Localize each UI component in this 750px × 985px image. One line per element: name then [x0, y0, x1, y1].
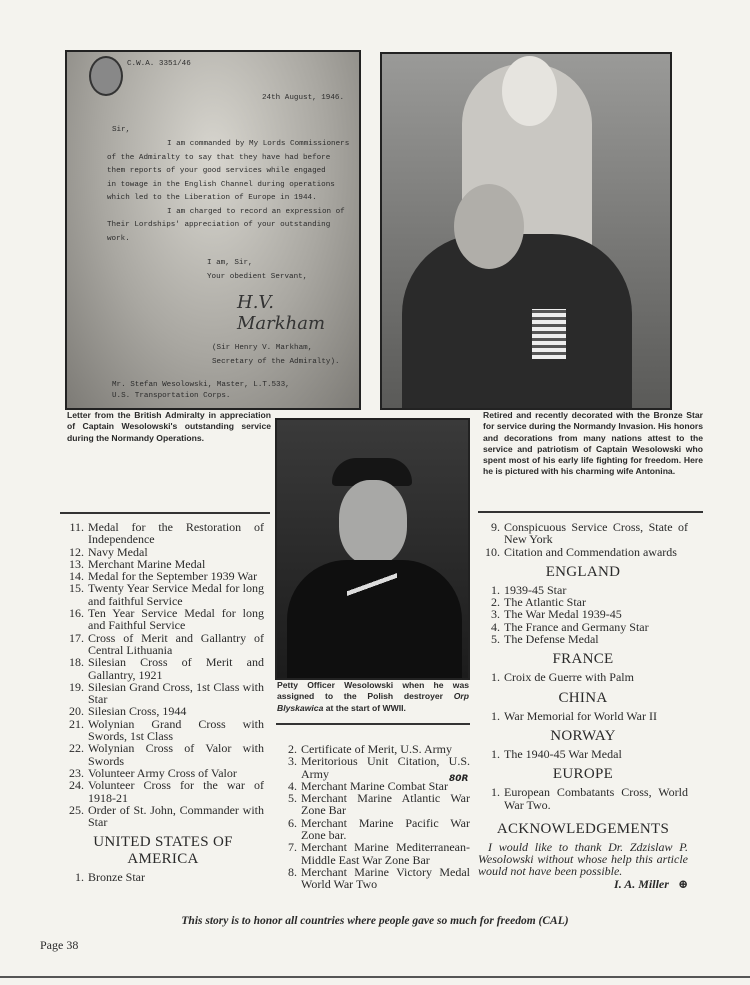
letter-line: I am commanded by My Lords Commissioners — [167, 140, 350, 148]
country-heading: NORWAY — [550, 727, 616, 744]
item-number: 21. — [69, 716, 84, 731]
item-number: 1. — [491, 746, 500, 761]
item-text: Merchant Marine Mediterranean-Middle East War Zone Bar — [301, 840, 470, 867]
item-text: Ten Year Service Medal for long and Faithful Service — [88, 606, 264, 633]
item-number: 6. — [288, 815, 297, 830]
list-item — [478, 521, 688, 546]
item-number: 8. — [288, 864, 297, 879]
item-number: 12. — [69, 544, 84, 559]
item-number: 2. — [288, 742, 297, 756]
letter-signatory — [212, 342, 340, 369]
acknowledgements-heading: ACKNOWLEDGEMENTS — [496, 820, 670, 837]
item-number: 19. — [69, 679, 84, 694]
item-text: Merchant Marine Combat Star — [301, 778, 448, 793]
letter-line: Their Lordships' appreciation of your outstanding — [107, 221, 331, 229]
page-edge — [0, 976, 750, 978]
letter-salutation: Sir, — [112, 126, 131, 134]
petty-officer-photo — [275, 418, 470, 680]
item-number: 1. — [491, 785, 500, 800]
item-text: Meritorious Unit Citation, U.S. Army — [301, 754, 470, 781]
item-text: The War Medal 1939-45 — [504, 607, 622, 622]
sailor-caption-text: Petty Officer Wesolowski when he was assigned to the Polish destroyer — [277, 680, 469, 702]
letter-signature: H.V. Markham — [237, 292, 326, 334]
captain-and-wife-photo — [380, 52, 672, 410]
item-number: 18. — [69, 655, 84, 670]
divider — [60, 512, 270, 514]
item-text: Twenty Year Service Medal for long and faithful Service — [88, 581, 264, 608]
list-item — [62, 871, 264, 883]
item-number: 17. — [69, 630, 84, 645]
item-text: Silesian Cross of Merit and Gallantry, 1921 — [88, 655, 264, 682]
letter-line: Mr. Stefan Wesolowski, Master, L.T.533, — [112, 381, 290, 389]
item-text: Merchant Marine Victory Medal World War Two — [301, 864, 470, 892]
list-item — [478, 748, 688, 760]
list-item — [478, 710, 688, 722]
item-number: 5. — [491, 632, 500, 647]
dedication-line: This story is to honor all countries where people gave so much for freedom (CAL) — [181, 915, 569, 927]
list-item — [62, 582, 264, 607]
list-item — [62, 681, 264, 706]
letter-line: them reports of your good services while engaged — [107, 167, 326, 175]
item-text: Bronze Star — [88, 870, 145, 885]
item-text: Certificate of Merit, U.S. Army — [301, 742, 452, 756]
list-item — [62, 804, 264, 829]
item-text: Cross of Merit and Gallantry of Central Lithuania — [88, 630, 264, 657]
end-mark-icon: ⊕ — [677, 876, 688, 891]
letter-line: in towage in the English Channel during operations — [107, 180, 335, 189]
item-text: The 1940-45 War Medal — [504, 746, 622, 761]
list-item — [478, 633, 688, 645]
list-item — [478, 608, 688, 620]
list-item — [62, 779, 264, 804]
item-number: 1. — [491, 670, 500, 685]
item-text: Medal for the Restoration of Independence — [88, 520, 264, 547]
divider — [478, 511, 703, 513]
letter-line: Secretary of the Admiralty). — [212, 357, 340, 366]
country-heading: ENGLAND — [545, 563, 621, 580]
item-text: Merchant Marine Atlantic War Zone Bar — [301, 791, 470, 818]
item-text: Citation and Commendation awards — [504, 544, 677, 559]
letter-line: I am, Sir, — [207, 259, 253, 267]
item-number: 3. — [491, 607, 500, 622]
acknowledgements-text — [478, 839, 688, 891]
item-number: 7. — [288, 840, 297, 855]
item-text: Navy Medal — [88, 544, 148, 559]
item-text: Order of St. John, Commander with Star — [88, 802, 264, 830]
item-number: 5. — [288, 791, 297, 806]
item-text: The France and Germany Star — [504, 619, 649, 634]
item-text: Croix de Guerre with Palm — [504, 670, 634, 685]
item-number: 14. — [69, 569, 84, 584]
list-item — [62, 742, 264, 767]
item-number: 13. — [69, 556, 84, 571]
item-number: 15. — [69, 581, 84, 596]
item-text: Merchant Marine Pacific War Zone bar. — [301, 815, 470, 843]
item-text: Wolynian Cross of Valor with Swords — [88, 741, 264, 768]
letter-line: Your obedient Servant, — [207, 272, 308, 281]
sailor-caption-end: at the start of WWII. — [323, 702, 406, 713]
admiralty-seal-icon — [89, 56, 123, 96]
letter-line: work. — [107, 234, 130, 243]
item-text: The Atlantic Star — [504, 595, 586, 610]
admiralty-letter-image — [65, 50, 361, 410]
letter-addressee — [112, 380, 290, 402]
item-text: Medal for the September 1939 War — [88, 569, 258, 584]
item-number: 4. — [288, 778, 297, 793]
list-item — [62, 607, 264, 632]
item-number: 11. — [69, 520, 84, 534]
handwritten-note: 80R — [449, 774, 469, 784]
item-text: 1939-45 Star — [504, 582, 567, 597]
item-number: 9. — [491, 520, 500, 534]
item-text: Wolynian Grand Cross with Swords, 1st Class — [88, 716, 264, 744]
item-text: Conspicuous Service Cross, State of New York — [504, 520, 688, 547]
country-heading: EUROPE — [552, 766, 614, 783]
letter-body — [107, 138, 349, 246]
middle-column — [275, 743, 470, 891]
left-column — [62, 521, 264, 884]
letter-line: I am charged to record an expression of — [167, 207, 345, 216]
list-item — [275, 866, 470, 891]
author-name: I. A. Miller — [614, 876, 669, 891]
item-number: 4. — [491, 619, 500, 634]
item-number: 2. — [491, 595, 500, 610]
list-item — [62, 718, 264, 743]
acknowledgements-body: I would like to thank Dr. Zdzislaw P. Wesolowski without whose help this article would not have been possible. — [478, 839, 688, 879]
list-item — [62, 705, 264, 717]
letter-date: 24th August, 1946. — [262, 94, 345, 102]
item-text: European Combatants Cross, World War Two. — [504, 785, 688, 812]
divider — [276, 723, 470, 725]
ship-name: Orp Blyskawica — [277, 691, 469, 713]
country-heading: FRANCE — [552, 651, 614, 668]
couple-caption: Retired and recently decorated with the Bronze Star for service during the Normandy Invasion. His honors and decorations from many nations attest to the service and patriotism of Captain Wesolowski who spent most of his early life fighting for freedom. Here he is pictured with his charming wife Antonina. — [483, 410, 703, 477]
letter-closing — [207, 257, 307, 284]
item-number: 20. — [69, 704, 84, 719]
page-number: Page 38 — [40, 938, 79, 952]
item-number: 10. — [485, 544, 500, 559]
list-item — [275, 792, 470, 817]
list-item — [275, 755, 470, 780]
list-item — [478, 786, 688, 811]
author — [604, 878, 688, 890]
letter-line: which led to the Liberation of Europe in 1944. — [107, 194, 317, 202]
item-text: Silesian Grand Cross, 1st Class with Star — [88, 679, 264, 707]
usa-heading: UNITED STATES OF AMERICA — [93, 834, 233, 868]
list-item — [478, 671, 688, 683]
list-item — [62, 656, 264, 681]
sailor-caption — [277, 680, 469, 714]
item-text: The Defense Medal — [504, 632, 599, 647]
letter-caption: Letter from the British Admiralty in appreciation of Captain Wesolowski's outstanding service during the Normandy Operations. — [67, 410, 271, 443]
item-text: War Memorial for World War II — [504, 708, 657, 723]
item-number: 16. — [69, 606, 84, 621]
item-number: 25. — [69, 802, 84, 817]
item-number: 1. — [491, 708, 500, 723]
country-heading: CHINA — [558, 689, 608, 706]
list-item — [275, 817, 470, 842]
letter-line: U.S. Transportation Corps. — [112, 392, 231, 400]
list-item — [62, 632, 264, 657]
item-text: Silesian Cross, 1944 — [88, 704, 187, 719]
list-item — [478, 546, 688, 558]
letter-line: of the Admiralty to say that they have had before — [107, 153, 331, 162]
item-number: 23. — [69, 765, 84, 780]
item-text: Volunteer Cross for the war of 1918-21 — [88, 778, 264, 805]
item-text: Merchant Marine Medal — [88, 556, 206, 571]
item-number: 1. — [75, 870, 84, 885]
list-item — [275, 841, 470, 866]
right-column — [478, 521, 688, 890]
list-item — [62, 521, 264, 546]
item-text: Volunteer Army Cross of Valor — [88, 765, 237, 780]
item-number: 3. — [288, 754, 297, 769]
item-number: 24. — [69, 778, 84, 793]
letter-line: (Sir Henry V. Markham, — [212, 344, 313, 352]
item-number: 22. — [69, 741, 84, 756]
letter-ref: C.W.A. 3351/46 — [127, 60, 191, 68]
item-number: 1. — [491, 582, 500, 597]
